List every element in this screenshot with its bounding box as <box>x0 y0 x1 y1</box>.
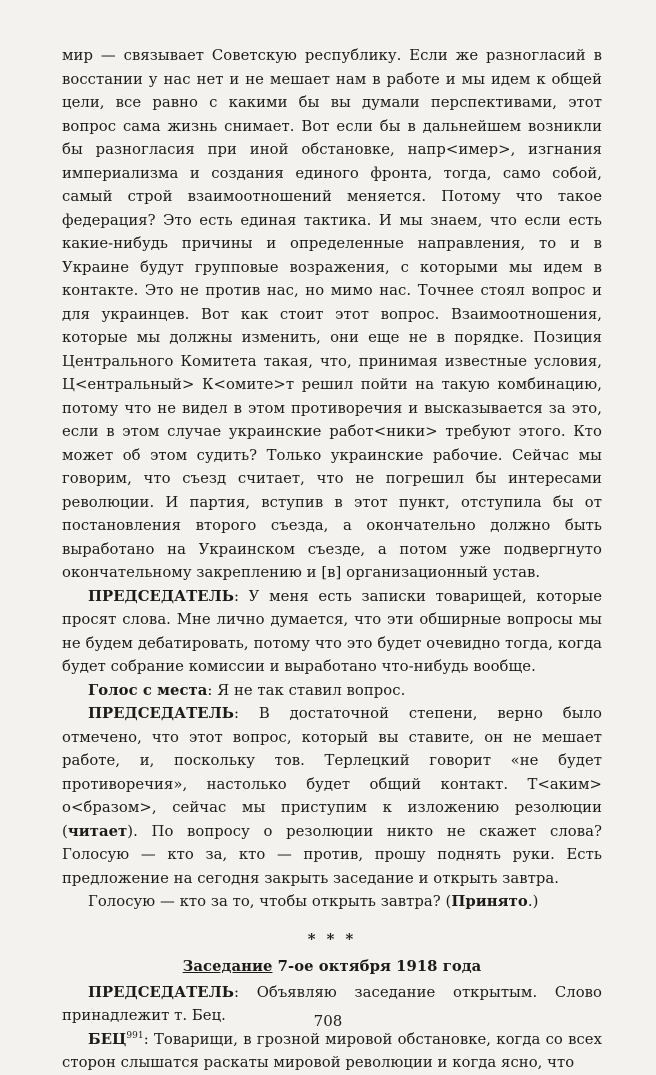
paragraph-vote <box>62 890 602 914</box>
footnote-marker[interactable]: 991 <box>126 1030 144 1041</box>
speech-text: : В достаточной степени, верно было отмечено, что этот вопрос, который вы ставите, он не мешает работе, и, поскольку тов. Терлецкий говорит «не будет противоречия», настолько будет общий контакт. Т<аким> о<бразом>, сейчас мы приступим к изложению резолюции ( <box>62 705 602 840</box>
speech-text: : У меня есть записки товарищей, которые просят слова. Мне лично думается, что эти обширные вопросы мы не будем дебатировать, потому что это будет очевидно тогда, когда будет собрание комиссии и выработано что-нибудь вообще. <box>62 587 602 675</box>
speech-text: : Товарищи, в грозной мировой обстановке, когда со всех сторон слышатся раскаты мировой революции и когда ясно, что <box>62 1030 602 1071</box>
speaker-label: ПРЕДСЕДАТЕЛЬ <box>88 983 234 1001</box>
speech-text: : Я не так ставил вопрос. <box>207 681 406 699</box>
speaker-label: ПРЕДСЕДАТЕЛЬ <box>88 705 234 722</box>
paragraph-chairman-2 <box>62 702 602 890</box>
speech-text: : Объявляю заседание открытым. Слово принадлежит т. Бец. <box>62 983 602 1024</box>
speech-text: ). По вопросу о резолюции никто не скажет слова? Голосую — кто за, кто — против, прошу поднять руки. Есть предложение на сегодня закрыть заседание и открыть завтра. <box>62 822 602 887</box>
stage-direction: Принято <box>451 893 528 910</box>
stage-direction: читает <box>67 822 128 840</box>
session-heading-label: Заседание <box>182 958 273 975</box>
main-text <box>62 44 602 1075</box>
speech-text: Голосую — кто за то, чтобы открыть завтра? ( <box>88 893 452 910</box>
speaker-label: БЕЦ <box>88 1030 127 1048</box>
section-divider: * * * <box>307 930 357 948</box>
paragraph-bets <box>62 1028 602 1075</box>
speaker-label: Голос с места <box>88 681 208 699</box>
speaker-label: ПРЕДСЕДАТЕЛЬ <box>88 587 234 605</box>
paragraph-continuation: мир — связывает Советскую республику. Если же разногласий в восстании у нас нет и не мешает нам в работе и мы идем к общей цели, все равно с какими бы вы думали перспективами, этот вопрос сама жизнь снимает. Вот если бы в дальнейшем возникли бы разногласия при иной обстановке, напр<имер>, изгнания империализма и создания единого фронта, тогда, само собой, самый строй взаимоотношений меняется. Потому что такое федерация? Это есть единая тактика. И мы знаем, что если есть какие-нибудь причины и определенные направления, то и в Украине будут групповые возражения, с которыми мы идем в контакте. Это не против нас, но мимо нас. Точнее стоял вопрос и для украинцев. Вот как стоит этот вопрос. Взаимоотношения, которые мы должны изменить, они еще не в порядке. Позиция Центрального Комитета такая, что, принимая известные условия, Ц<ентральный> К<омите>т решил пойти на такую комбинацию, потому что не видел в этом противоречия и высказывается за это, если в этом случае украинские работ<ники> требуют этого. Кто может об этом судить? Только украинские рабочие. Сейчас мы говорим, что съезд считает, что не погрешил бы интересами революции. И партия, вступив в этот пункт, отступила бы от постановления второго съезда, а окончательно должно быть выработано на Украинском съезде, а потом уже подвергнуто окончательному закреплению и [в] организационный устав. <box>62 47 602 581</box>
speech-text: .) <box>527 893 539 910</box>
session-heading <box>62 955 602 979</box>
paragraph-chairman-1 <box>62 585 602 679</box>
paragraph-voice <box>62 679 602 703</box>
page-number: 708 <box>313 1012 343 1030</box>
session-heading-date: 7-ое октября 1918 года <box>272 958 482 975</box>
